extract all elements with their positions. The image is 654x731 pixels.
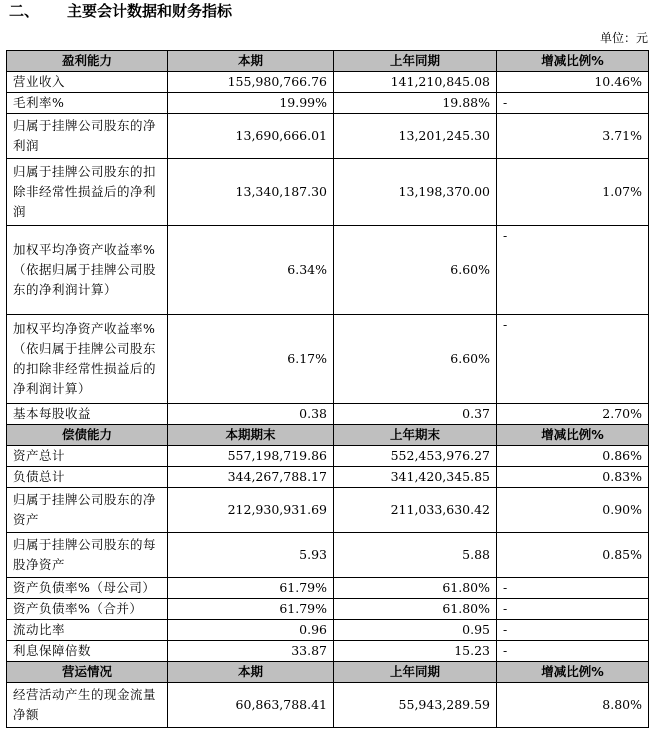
table-row (7, 488, 649, 533)
current-value: 13,690,666.01 (168, 114, 334, 159)
table-row (7, 446, 649, 467)
current-value: 344,267,788.17 (168, 467, 334, 488)
row-label: 毛利率% (7, 93, 168, 114)
prior-value: 341,420,345.85 (334, 467, 497, 488)
table-row (7, 683, 649, 728)
prior-value: 13,201,245.30 (334, 114, 497, 159)
change-value: - (497, 620, 649, 641)
table-row (7, 533, 649, 578)
change-value: 8.80% (497, 683, 649, 728)
change-value: - (497, 641, 649, 662)
current-value: 557,198,719.86 (168, 446, 334, 467)
table-row (7, 315, 649, 404)
change-value: - (497, 93, 649, 114)
prior-value: 6.60% (334, 315, 497, 404)
row-label: 归属于挂牌公司股东的净利润 (7, 114, 168, 159)
column-header: 本期 (168, 51, 334, 72)
column-header: 上年期末 (334, 425, 497, 446)
section-title-cell: 偿债能力 (7, 425, 168, 446)
current-value: 0.38 (168, 404, 334, 425)
row-label: 负债总计 (7, 467, 168, 488)
current-value: 155,980,766.76 (168, 72, 334, 93)
row-label: 基本每股收益 (7, 404, 168, 425)
table-row (7, 93, 649, 114)
section-title-cell: 盈利能力 (7, 51, 168, 72)
section-title-cell: 营运情况 (7, 662, 168, 683)
change-value: 0.86% (497, 446, 649, 467)
row-label: 营业收入 (7, 72, 168, 93)
table-row (7, 404, 649, 425)
row-label: 加权平均净资产收益率%（依据归属于挂牌公司股东的净利润计算） (7, 226, 168, 315)
row-label: 流动比率 (7, 620, 168, 641)
row-label: 利息保障倍数 (7, 641, 168, 662)
unit-label: 单位：元 (599, 31, 648, 45)
change-value: 10.46% (497, 72, 649, 93)
change-value: 0.90% (497, 488, 649, 533)
current-value: 33.87 (168, 641, 334, 662)
column-header: 增减比例% (497, 662, 649, 683)
table-row (7, 578, 649, 599)
prior-value: 0.95 (334, 620, 497, 641)
table-row (7, 159, 649, 226)
table-row (7, 72, 649, 93)
current-value: 60,863,788.41 (168, 683, 334, 728)
table-row (7, 599, 649, 620)
column-header: 本期期末 (168, 425, 334, 446)
row-label: 经营活动产生的现金流量净额 (7, 683, 168, 728)
prior-value: 6.60% (334, 226, 497, 315)
change-value: 0.83% (497, 467, 649, 488)
section-number: 二、 (9, 2, 40, 20)
table-row (7, 467, 649, 488)
column-header: 本期 (168, 662, 334, 683)
prior-value: 19.88% (334, 93, 497, 114)
table-row (7, 620, 649, 641)
change-value: - (497, 578, 649, 599)
column-header: 上年同期 (334, 51, 497, 72)
table-row (7, 641, 649, 662)
current-value: 61.79% (168, 578, 334, 599)
current-value: 13,340,187.30 (168, 159, 334, 226)
current-value: 0.96 (168, 620, 334, 641)
prior-value: 141,210,845.08 (334, 72, 497, 93)
column-header: 上年同期 (334, 662, 497, 683)
table-row (7, 114, 649, 159)
section-title: 主要会计数据和财务指标 (67, 2, 233, 20)
row-label: 归属于挂牌公司股东的每股净资产 (7, 533, 168, 578)
column-header: 增减比例% (497, 425, 649, 446)
change-value: - (497, 599, 649, 620)
prior-value: 61.80% (334, 599, 497, 620)
column-header: 增减比例% (497, 51, 649, 72)
change-value: 2.70% (497, 404, 649, 425)
prior-value: 55,943,289.59 (334, 683, 497, 728)
prior-value: 5.88 (334, 533, 497, 578)
change-value: - (497, 226, 649, 315)
row-label: 资产负债率%（合并） (7, 599, 168, 620)
current-value: 6.17% (168, 315, 334, 404)
row-label: 资产总计 (7, 446, 168, 467)
row-label: 归属于挂牌公司股东的扣除非经常性损益后的净利润 (7, 159, 168, 226)
prior-value: 0.37 (334, 404, 497, 425)
financial-indicators-table (6, 50, 649, 728)
change-value: - (497, 315, 649, 404)
prior-value: 211,033,630.42 (334, 488, 497, 533)
change-value: 3.71% (497, 114, 649, 159)
table-body (7, 51, 649, 728)
row-label: 归属于挂牌公司股东的净资产 (7, 488, 168, 533)
prior-value: 15.23 (334, 641, 497, 662)
section-header-row (7, 425, 649, 446)
change-value: 1.07% (497, 159, 649, 226)
change-value: 0.85% (497, 533, 649, 578)
current-value: 212,930,931.69 (168, 488, 334, 533)
current-value: 19.99% (168, 93, 334, 114)
prior-value: 552,453,976.27 (334, 446, 497, 467)
prior-value: 13,198,370.00 (334, 159, 497, 226)
section-heading (9, 0, 232, 22)
prior-value: 61.80% (334, 578, 497, 599)
section-header-row (7, 51, 649, 72)
current-value: 5.93 (168, 533, 334, 578)
current-value: 61.79% (168, 599, 334, 620)
row-label: 资产负债率%（母公司） (7, 578, 168, 599)
row-label: 加权平均净资产收益率%（依归属于挂牌公司股东的扣除非经常性损益后的净利润计算） (7, 315, 168, 404)
current-value: 6.34% (168, 226, 334, 315)
table-row (7, 226, 649, 315)
section-header-row (7, 662, 649, 683)
